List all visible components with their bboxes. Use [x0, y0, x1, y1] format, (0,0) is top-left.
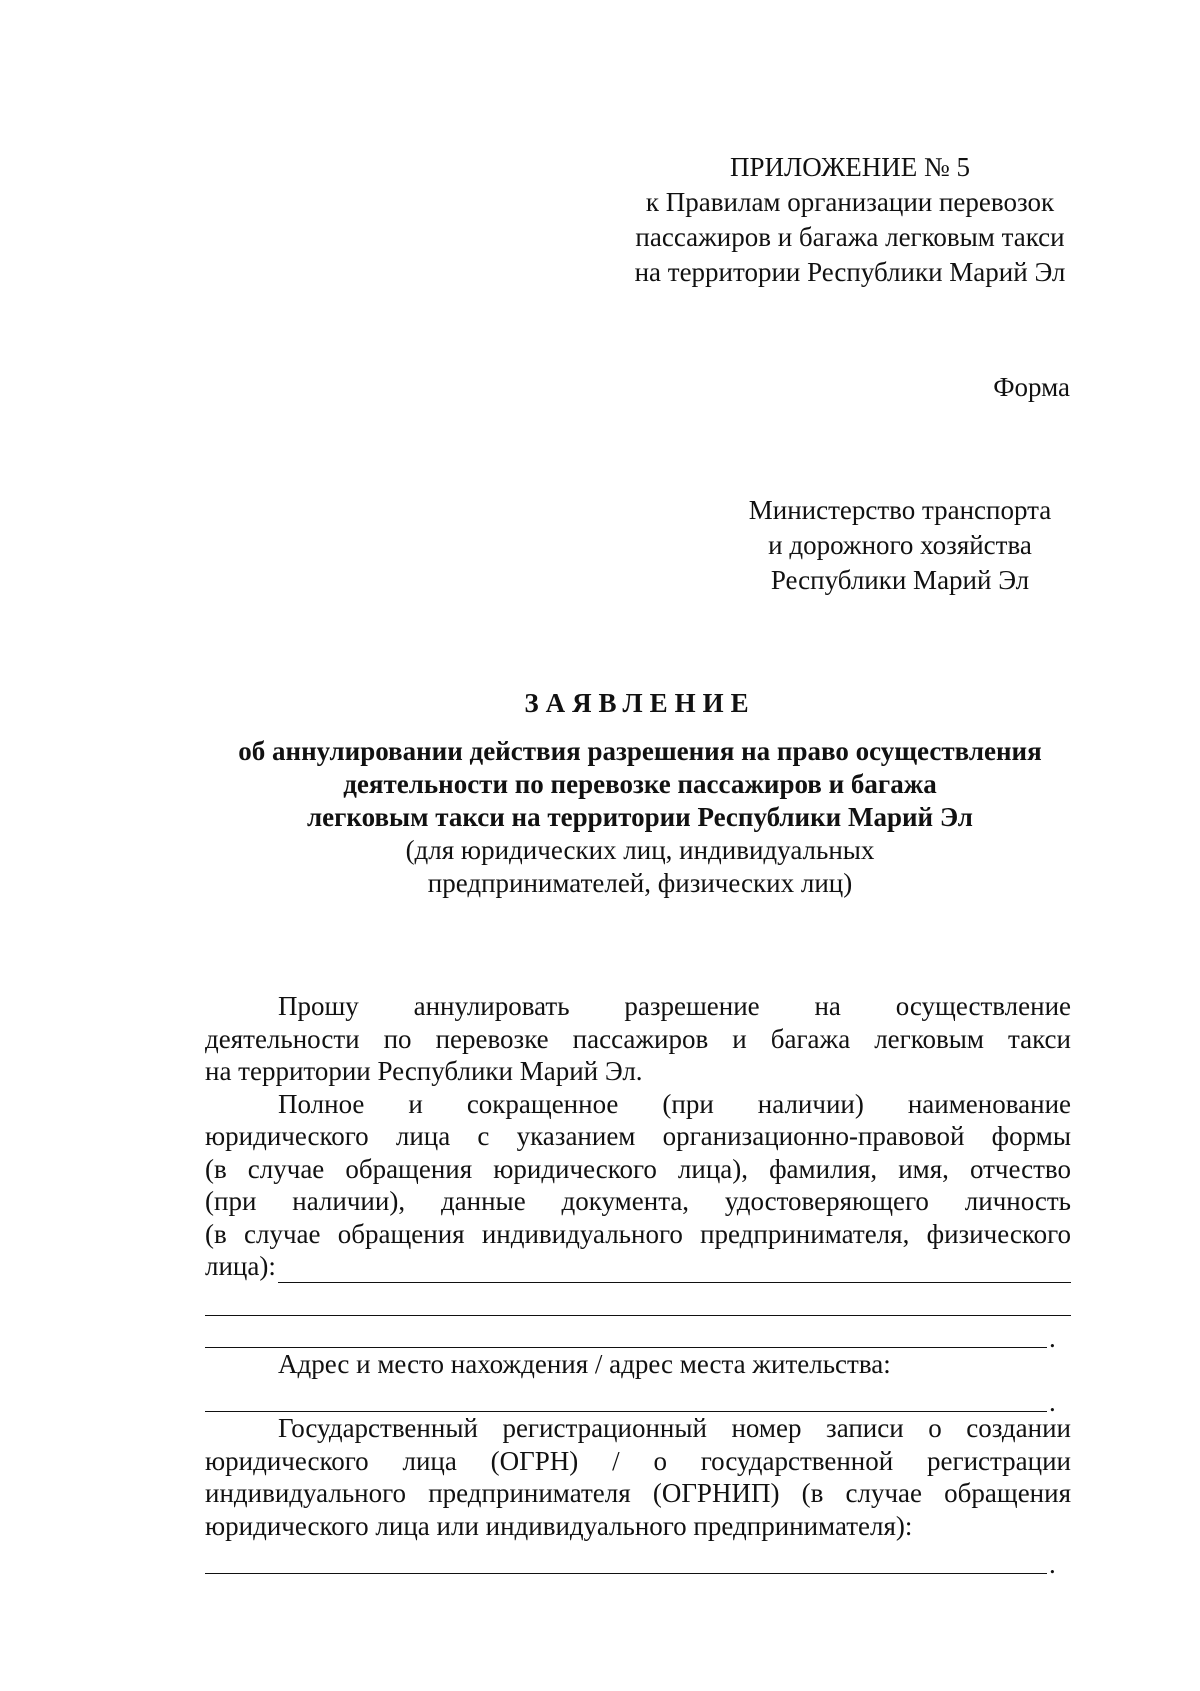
paragraph-line: индивидуального предпринимателя (ОГРНИП) (в случае обращения: [205, 1478, 1071, 1508]
paragraph-line: Прошу аннулировать разрешение на осуществление: [278, 991, 1071, 1021]
paragraph-line: юридического лица (ОГРН) / о государственной регистрации: [205, 1445, 1071, 1476]
fill-in-line[interactable]: [205, 1283, 1071, 1316]
appendix-header: [600, 150, 1100, 290]
addressee-line: и дорожного хозяйства: [768, 530, 1032, 560]
fill-in-line[interactable]: [205, 1325, 1047, 1348]
subtitle-line: легковым такси на территории Республики Марий Эл: [307, 802, 973, 832]
subtitle-line: деятельности по перевозке пассажиров и багажа: [343, 769, 937, 799]
paragraph-line: (в случае обращения юридического лица), фамилия, имя, отчество: [205, 1153, 1071, 1184]
paragraph-line: (при наличии), данные документа, удостоверяющего личность: [205, 1186, 1071, 1216]
fill-in-line[interactable]: [205, 1389, 1047, 1412]
applicant-name-field[interactable]: [205, 1250, 1071, 1283]
statement-body: [205, 990, 1071, 1579]
appendix-line: на территории Республики Марий Эл: [634, 257, 1066, 287]
paragraph-line: (в случае обращения индивидуального предпринимателя, физического: [205, 1218, 1071, 1249]
paragraph-line: лица):: [205, 1251, 276, 1281]
address-field[interactable]: [205, 1380, 1071, 1417]
subtitle-note-line: предпринимателей, физических лиц): [427, 868, 853, 898]
end-dot: .: [1049, 1322, 1056, 1353]
paragraph-line: деятельности по перевозке пассажиров и багажа легковым такси: [205, 1023, 1071, 1054]
paragraph-line: Адрес и место нахождения / адрес места жительства:: [278, 1348, 891, 1379]
paragraph-line: на территории Республики Марий Эл.: [205, 1056, 643, 1086]
appendix-line: к Правилам организации перевозок: [645, 187, 1055, 217]
appendix-line: пассажиров и багажа легковым такси: [635, 222, 1065, 252]
paragraph-line: юридического лица или индивидуального предпринимателя):: [205, 1510, 913, 1541]
addressee-line: Министерство транспорта: [748, 495, 1052, 525]
addressee-block: [710, 493, 1090, 598]
subtitle-note-line: (для юридических лиц, индивидуальных: [405, 835, 875, 865]
ogrn-field[interactable]: [205, 1542, 1071, 1579]
end-dot: .: [1049, 1549, 1056, 1579]
paragraph-line: юридического лица с указанием организационно-правовой формы: [205, 1121, 1071, 1151]
fill-in-line[interactable]: [278, 1260, 1071, 1283]
addressee-line: Республики Марий Эл: [770, 565, 1030, 595]
fill-in-row[interactable]: [205, 1316, 1071, 1353]
form-label: Форма: [993, 372, 1070, 402]
document-subtitle: [170, 735, 1110, 900]
paragraph-line: Государственный регистрационный номер записи о создании: [278, 1413, 1071, 1443]
paragraph-line: Полное и сокращенное (при наличии) наименование: [278, 1088, 1071, 1119]
document-title: ЗАЯВЛЕНИЕ: [524, 688, 756, 718]
subtitle-line: об аннулировании действия разрешения на право осуществления: [238, 736, 1042, 766]
fill-in-line[interactable]: [205, 1551, 1047, 1574]
end-dot: .: [1049, 1387, 1056, 1417]
appendix-number: ПРИЛОЖЕНИЕ № 5: [729, 152, 971, 182]
